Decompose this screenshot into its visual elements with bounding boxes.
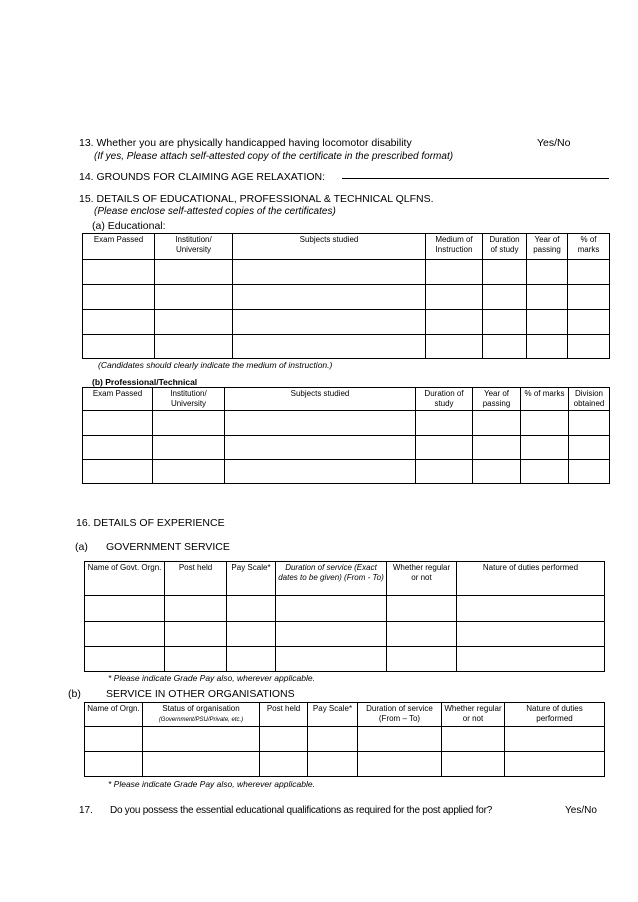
table-row [83, 310, 610, 335]
table-cell[interactable] [155, 310, 233, 335]
table-cell[interactable] [569, 411, 610, 436]
table-cell[interactable] [473, 436, 521, 460]
table-cell[interactable] [521, 436, 569, 460]
table-row [83, 460, 610, 484]
table-cell[interactable] [165, 596, 227, 622]
table-cell[interactable] [85, 622, 165, 647]
table-header: Duration of service (From – To) [358, 703, 442, 727]
q17-number: 17. [79, 805, 93, 816]
table-header: Duration of study [483, 234, 527, 260]
table-header: Subjects studied [225, 388, 416, 411]
table-cell[interactable] [568, 260, 610, 285]
table-cell[interactable] [457, 622, 605, 647]
table-header: Whether regular or not [387, 562, 457, 596]
table-header: Post held [165, 562, 227, 596]
table-cell[interactable] [416, 460, 473, 484]
table-cell[interactable] [308, 752, 358, 777]
table-row [83, 260, 610, 285]
other-service-marker: (b) [68, 688, 81, 700]
q16-title: 16. DETAILS OF EXPERIENCE [76, 517, 225, 529]
table-cell[interactable] [83, 310, 155, 335]
q17-answer-option[interactable]: Yes/No [565, 805, 597, 816]
table-cell[interactable] [568, 285, 610, 310]
educational-table [82, 233, 610, 359]
table-cell[interactable] [83, 460, 153, 484]
table-cell[interactable] [276, 622, 387, 647]
table-cell[interactable] [85, 727, 143, 752]
q13-answer-option[interactable]: Yes/No [537, 137, 571, 149]
table-cell[interactable] [568, 335, 610, 359]
table-header: % of marks [568, 234, 610, 260]
table-cell[interactable] [233, 260, 426, 285]
table-cell[interactable] [85, 752, 143, 777]
table-cell[interactable] [165, 622, 227, 647]
table-cell[interactable] [426, 285, 483, 310]
table-cell[interactable] [143, 752, 260, 777]
table-cell[interactable] [233, 310, 426, 335]
table-cell[interactable] [457, 647, 605, 672]
table-row [85, 596, 605, 622]
table-cell[interactable] [483, 285, 527, 310]
table-cell[interactable] [83, 335, 155, 359]
table-cell[interactable] [442, 752, 505, 777]
table-header: Pay Scale* [308, 703, 358, 727]
table-cell[interactable] [165, 647, 227, 672]
professional-table [82, 387, 610, 484]
govt-service-table [84, 561, 605, 672]
table-row [83, 285, 610, 310]
table-cell[interactable] [505, 752, 605, 777]
table-cell[interactable] [387, 622, 457, 647]
status-header-sub: (Government/PSU/Private, etc.) [158, 717, 244, 723]
table-cell[interactable] [416, 436, 473, 460]
table-cell[interactable] [225, 460, 416, 484]
table-cell[interactable] [569, 436, 610, 460]
table-cell[interactable] [153, 436, 225, 460]
other-grade-pay-footnote: * Please indicate Grade Pay also, wherever applicable. [108, 779, 315, 789]
table-cell[interactable] [276, 647, 387, 672]
table-header: Nature of duties performed [457, 562, 605, 596]
table-cell[interactable] [83, 436, 153, 460]
table-cell[interactable] [426, 335, 483, 359]
age-relaxation-input-line[interactable] [342, 178, 609, 179]
table-cell[interactable] [521, 460, 569, 484]
table-header: Post held [260, 703, 308, 727]
other-service-table [84, 702, 605, 777]
medium-instruction-note: (Candidates should clearly indicate the medium of instruction.) [98, 360, 333, 370]
table-cell[interactable] [153, 411, 225, 436]
table-header: Exam Passed [83, 388, 153, 411]
table-header: Nature of duties performed [505, 703, 605, 727]
table-cell[interactable] [416, 411, 473, 436]
table-cell[interactable] [153, 460, 225, 484]
q15-note: (Please enclose self-attested copies of the certificates) [94, 206, 336, 217]
table-header: Medium of Instruction [426, 234, 483, 260]
govt-service-marker: (a) [75, 541, 88, 553]
table-cell[interactable] [358, 727, 442, 752]
table-header: Pay Scale* [227, 562, 276, 596]
table-cell[interactable] [85, 596, 165, 622]
table-cell[interactable] [227, 622, 276, 647]
table-cell[interactable] [308, 727, 358, 752]
table-header: Name of Orgn. [85, 703, 143, 727]
table-cell[interactable] [225, 411, 416, 436]
table-cell[interactable] [387, 647, 457, 672]
govt-service-label: GOVERNMENT SERVICE [106, 541, 230, 553]
table-cell[interactable] [143, 727, 260, 752]
table-cell[interactable] [225, 436, 416, 460]
table-cell[interactable] [569, 460, 610, 484]
q17-question: Do you possess the essential educational qualifications as required for the post applied for? [110, 805, 492, 816]
table-row [85, 727, 605, 752]
table-cell[interactable] [83, 260, 155, 285]
table-cell[interactable] [83, 411, 153, 436]
table-cell[interactable] [155, 285, 233, 310]
table-cell[interactable] [527, 285, 568, 310]
table-cell[interactable] [83, 285, 155, 310]
table-cell[interactable] [473, 460, 521, 484]
table-cell[interactable] [233, 335, 426, 359]
table-cell[interactable] [483, 335, 527, 359]
table-header: Division obtained [569, 388, 610, 411]
q13-note: (If yes, Please attach self-attested copy of the certificate in the prescribed format) [94, 151, 454, 162]
table-cell[interactable] [483, 260, 527, 285]
table-header: Institution/ University [155, 234, 233, 260]
table-header [143, 703, 260, 727]
table-cell[interactable] [227, 596, 276, 622]
table-cell[interactable] [155, 260, 233, 285]
table-cell[interactable] [85, 647, 165, 672]
table-cell[interactable] [358, 752, 442, 777]
table-row [85, 647, 605, 672]
table-cell[interactable] [233, 285, 426, 310]
table-cell[interactable] [527, 260, 568, 285]
q14-question: 14. GROUNDS FOR CLAIMING AGE RELAXATION: [79, 171, 326, 183]
table-cell[interactable] [260, 727, 308, 752]
table-header: Exam Passed [83, 234, 155, 260]
professional-label: (b) Professional/Technical [92, 377, 198, 387]
table-cell[interactable] [227, 647, 276, 672]
table-header: Institution/ University [153, 388, 225, 411]
table-row [85, 752, 605, 777]
table-row [83, 411, 610, 436]
table-cell[interactable] [426, 260, 483, 285]
table-header: Year of passing [527, 234, 568, 260]
table-header: Name of Govt. Orgn. [85, 562, 165, 596]
table-cell[interactable] [442, 727, 505, 752]
govt-grade-pay-footnote: * Please indicate Grade Pay also, wherever applicable. [108, 673, 315, 683]
table-cell[interactable] [521, 411, 569, 436]
table-header: Whether regular or not [442, 703, 505, 727]
table-cell[interactable] [505, 727, 605, 752]
table-cell[interactable] [527, 310, 568, 335]
status-header-label: Status of organisation [162, 704, 240, 713]
table-cell[interactable] [457, 596, 605, 622]
table-cell[interactable] [568, 310, 610, 335]
table-row [83, 436, 610, 460]
educational-label: (a) Educational: [92, 220, 166, 232]
table-cell[interactable] [527, 335, 568, 359]
table-row [85, 622, 605, 647]
table-row [83, 335, 610, 359]
other-service-label: SERVICE IN OTHER ORGANISATIONS [106, 688, 295, 700]
table-header: Year of passing [473, 388, 521, 411]
table-cell[interactable] [276, 596, 387, 622]
table-header: % of marks [521, 388, 569, 411]
table-cell[interactable] [426, 310, 483, 335]
table-cell[interactable] [387, 596, 457, 622]
table-header: Duration of service (Exact dates to be given) (From - To) [276, 562, 387, 596]
table-cell[interactable] [260, 752, 308, 777]
table-header: Duration of study [416, 388, 473, 411]
table-header: Subjects studied [233, 234, 426, 260]
q15-title: 15. DETAILS OF EDUCATIONAL, PROFESSIONAL & TECHNICAL QLFNS. [79, 193, 434, 205]
table-cell[interactable] [473, 411, 521, 436]
q13-question: 13. Whether you are physically handicapped having locomotor disability [79, 137, 412, 149]
table-cell[interactable] [155, 335, 233, 359]
table-cell[interactable] [483, 310, 527, 335]
